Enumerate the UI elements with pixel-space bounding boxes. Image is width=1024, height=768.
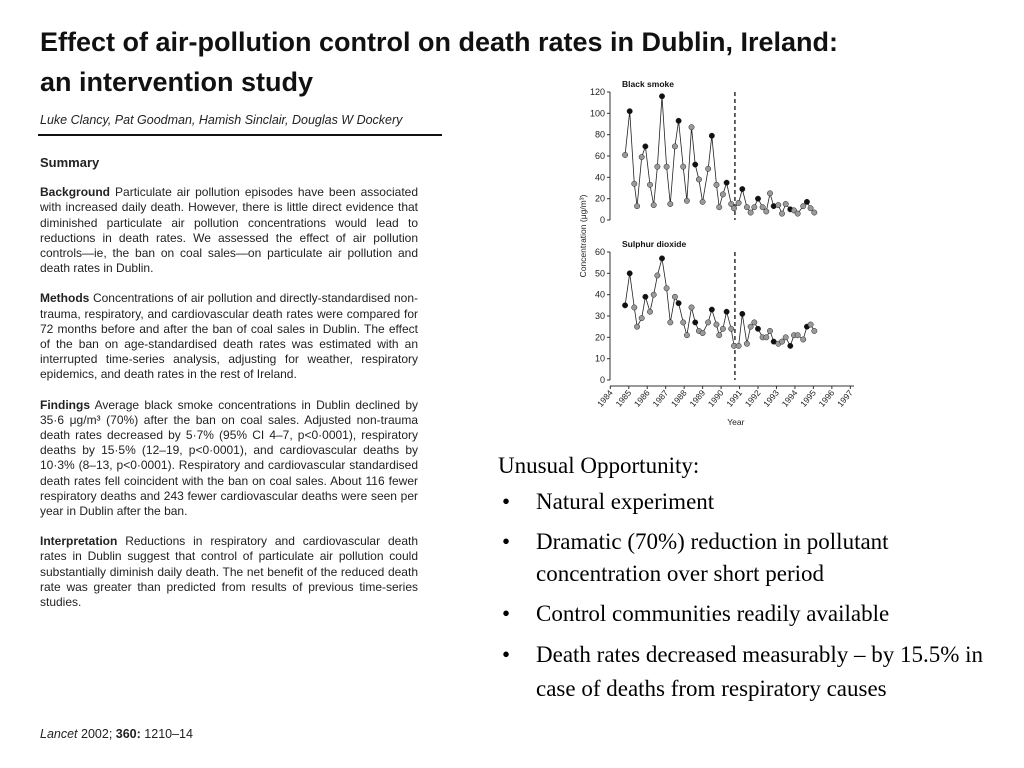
data-point [643, 294, 648, 299]
data-point [801, 203, 806, 208]
x-tick-label: 1986 [631, 387, 652, 409]
data-point [647, 182, 652, 187]
bullet-item [498, 638, 998, 706]
x-tick-label: 1993 [761, 387, 781, 409]
bullet-item [498, 598, 998, 630]
bullet-text: Dramatic (70%) reduction in pollutant concentration over short period [536, 529, 889, 586]
data-point [752, 205, 757, 210]
bullet-item [498, 526, 998, 590]
bullet-text: Death rates decreased measurably – by 15.5% in case of deaths from respiratory causes [536, 642, 984, 701]
data-point [714, 322, 719, 327]
bullet-marker: • [502, 489, 511, 514]
data-point [788, 343, 793, 348]
data-point [729, 326, 734, 331]
data-point [689, 125, 694, 130]
summary-heading: Summary [40, 155, 100, 170]
citation-year: 2002; [81, 727, 113, 741]
data-point [676, 118, 681, 123]
data-point [812, 210, 817, 215]
x-tick-label: 1989 [687, 387, 708, 409]
y-tick-label: 30 [594, 311, 605, 321]
section-findings [40, 398, 418, 520]
data-point [764, 335, 769, 340]
x-tick-label: 1997 [835, 387, 855, 409]
data-point [634, 203, 639, 208]
section-methods [40, 291, 418, 382]
bullet-text: Control communities readily available [536, 601, 890, 626]
data-point [632, 305, 637, 310]
data-point [676, 301, 681, 306]
data-point [651, 202, 656, 207]
y-tick-label: 20 [594, 193, 605, 204]
data-point [720, 326, 725, 331]
y-tick-label: 0 [599, 215, 605, 225]
data-point [672, 294, 677, 299]
data-point [655, 273, 660, 278]
data-point [755, 326, 760, 331]
data-point [740, 311, 745, 316]
data-point [664, 164, 669, 169]
data-point [651, 292, 656, 297]
x-tick-label: 1992 [742, 387, 763, 409]
x-tick-label: 1995 [798, 387, 818, 409]
section-text: Particulate air pollution episodes have been associated with increased daily death. However, there is little direct evidence that diminished particulate air pollution concentrations would lead to reductions in death rates. We assessed the effect of air pollution controls—ie, the ban on coal sales—on particulate air pollution and death rates in Dublin. [40, 185, 419, 276]
series-line [625, 96, 814, 213]
section-text: Concentrations of air pollution and directly-standardised non-trauma, respiratory, and cardiovascular death rates were compared for 72 months before and after the ban of coal sales in Dublin. The effect of the ban on age-standardised death rates was estimated with an interrupted time-series analysis, adjusting for weather, respiratory epidemics, and death rates in the rest of Ireland. [40, 291, 418, 382]
data-point [724, 180, 729, 185]
data-point [700, 330, 705, 335]
data-point [760, 205, 765, 210]
bullet-marker: • [502, 601, 511, 626]
data-point [767, 191, 772, 196]
data-point [668, 320, 673, 325]
data-point [639, 315, 644, 320]
y-tick-label: 10 [594, 353, 605, 364]
data-point [795, 333, 800, 338]
section-lead: Interpretation [40, 534, 118, 549]
data-point [714, 182, 719, 187]
data-point [634, 324, 639, 329]
data-point [748, 324, 753, 329]
data-point [720, 192, 725, 197]
section-lead: Background [40, 185, 111, 200]
data-point [668, 201, 673, 206]
y-tick-label: 60 [594, 151, 605, 161]
data-point [808, 322, 813, 327]
data-point [764, 209, 769, 214]
paper-title-line1: Effect of air-pollution control on death rates in Dublin, Ireland: [40, 27, 839, 57]
data-point [740, 186, 745, 191]
slide-heading: Unusual Opportunity: [498, 453, 700, 478]
x-tick-label: 1990 [705, 387, 726, 409]
data-point [689, 305, 694, 310]
data-point [700, 199, 705, 204]
x-tick-label: 1984 [595, 387, 615, 409]
data-point [659, 256, 664, 261]
slide-text [498, 452, 998, 714]
paper-title-line2: an intervention study [40, 67, 314, 97]
data-point [693, 320, 698, 325]
abstract [40, 155, 418, 625]
data-point [643, 144, 648, 149]
x-tick-label: 1985 [613, 387, 634, 409]
data-point [731, 206, 736, 211]
data-point [664, 286, 669, 291]
x-tick-label: 1988 [668, 387, 689, 409]
data-point [627, 109, 632, 114]
x-axis-label: Year [727, 417, 745, 426]
data-point [812, 328, 817, 333]
bullet-item [498, 486, 998, 518]
data-point [795, 211, 800, 216]
y-tick-label: 40 [594, 289, 605, 300]
y-tick-label: 0 [599, 375, 605, 385]
data-point [622, 152, 627, 157]
data-point [717, 205, 722, 210]
data-point [779, 339, 784, 344]
citation-journal: Lancet [40, 727, 78, 741]
section-background [40, 185, 418, 276]
x-tick-label: 1991 [724, 387, 745, 409]
data-point [681, 164, 686, 169]
x-tick-label: 1987 [650, 387, 671, 409]
data-point [804, 199, 809, 204]
bullet-marker: • [502, 642, 511, 667]
section-text: Reductions in respiratory and cardiovascular death rates in Dublin suggest that control of particulate air pollution could substantially diminish daily death. The net benefit of the reduced death rate was greater than predicted from results of previous time-series studies. [40, 534, 418, 610]
data-point [783, 201, 788, 206]
data-point [627, 271, 632, 276]
data-point [709, 133, 714, 138]
panel-title: Sulphur dioxide [622, 239, 687, 249]
data-point [672, 144, 677, 149]
x-tick-label: 1996 [816, 387, 837, 409]
data-point [744, 205, 749, 210]
paper-authors: Luke Clancy, Pat Goodman, Hamish Sinclair, Douglas W Dockery [40, 113, 403, 127]
section-lead: Findings [40, 397, 90, 412]
data-point [696, 177, 701, 182]
data-point [767, 328, 772, 333]
data-point [647, 309, 652, 314]
y-axis-label: Concentration (μg/m³) [578, 194, 588, 278]
y-tick-label: 80 [594, 129, 605, 140]
data-point [639, 154, 644, 159]
data-point [752, 320, 757, 325]
bullet-text: Natural experiment [536, 489, 715, 514]
data-point [724, 309, 729, 314]
data-point [681, 320, 686, 325]
data-point [717, 333, 722, 338]
y-tick-label: 60 [594, 247, 605, 257]
data-point [779, 211, 784, 216]
data-point [808, 206, 813, 211]
data-point [748, 210, 753, 215]
x-tick-label: 1994 [779, 387, 800, 409]
data-point [655, 164, 660, 169]
data-point [801, 337, 806, 342]
section-interpretation [40, 534, 418, 610]
data-point [744, 341, 749, 346]
data-point [776, 202, 781, 207]
bullet-marker: • [502, 529, 511, 554]
data-point [632, 181, 637, 186]
section-text: Average black smoke concentrations in Dublin declined by 35·6 μg/m³ (70%) after the ban on coal sales. Adjusted non-trauma death rates decreased by 5·7% (95% CI 4–7, p<0·0001), respiratory deaths by 15·5% (12–19, p<0·0001), and cardiovascular deaths by 10·3% (8–13, p<0·0001). Respiratory and cardiovascular standardised death rates fell coincident with the ban on coal sales. About 116 fewer respiratory deaths and 243 fewer cardiovascular deaths were seen per year in Dublin after the ban. [40, 397, 418, 519]
y-tick-label: 100 [589, 108, 605, 119]
data-point [755, 196, 760, 201]
data-point [705, 166, 710, 171]
citation-volume: 360: [115, 727, 141, 741]
data-point [736, 200, 741, 205]
data-point [705, 320, 710, 325]
citation [40, 727, 193, 741]
data-point [709, 307, 714, 312]
citation-pages: 1210–14 [144, 727, 193, 741]
y-tick-label: 40 [594, 172, 605, 183]
y-tick-label: 20 [594, 332, 605, 343]
data-point [693, 162, 698, 167]
data-point [783, 335, 788, 340]
title-rule [38, 134, 442, 136]
bullet-list [498, 486, 998, 706]
data-point [684, 333, 689, 338]
pollution-time-series-chart [570, 80, 870, 426]
y-tick-label: 120 [589, 87, 605, 97]
data-point [622, 303, 627, 308]
data-point [659, 94, 664, 99]
panel-title: Black smoke [622, 80, 674, 89]
data-point [684, 198, 689, 203]
section-lead: Methods [40, 291, 90, 306]
y-tick-label: 50 [594, 268, 605, 279]
data-point [736, 343, 741, 348]
